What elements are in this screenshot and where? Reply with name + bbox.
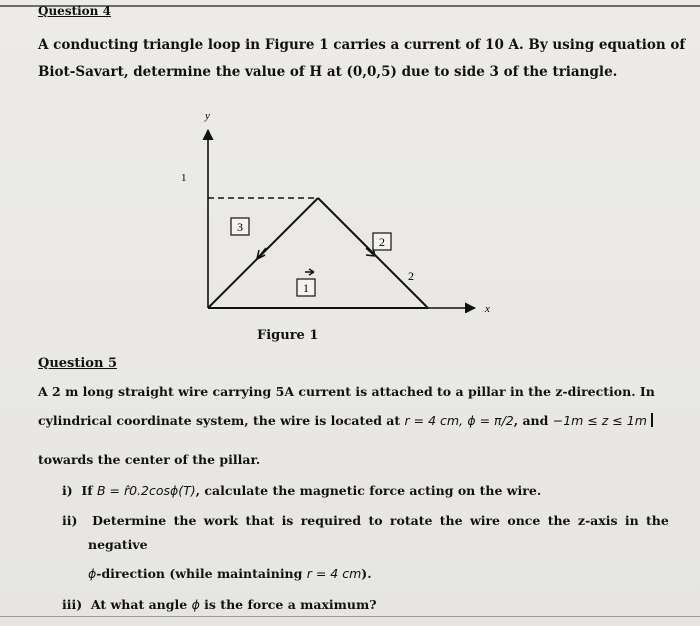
- item-2-continued: negative: [88, 537, 148, 552]
- z-range: −1m ≤ z ≤ 1m: [552, 413, 647, 428]
- question-5-line-2: [38, 413, 653, 428]
- item-2-direction-text: -direction (while maintaining: [96, 566, 303, 581]
- figure-caption: Figure 1: [257, 328, 319, 343]
- item-2-r: r = 4 cm: [306, 566, 362, 581]
- item-3-text-b: is the force a maximum?: [204, 597, 377, 612]
- question-4-line-1: A conducting triangle loop in Figure 1 carries a current of 10 A. By using equation of: [38, 37, 686, 53]
- item-3-phi: ϕ: [191, 597, 200, 612]
- item-3-text-a: At what angle: [90, 597, 188, 612]
- phi-value: ϕ = π/2: [467, 413, 514, 428]
- y-tick-label: 1: [181, 172, 187, 184]
- side-2-label: 2: [379, 235, 385, 249]
- item-1-text-a: If: [81, 483, 93, 498]
- item-2-phi: ϕ: [88, 566, 97, 581]
- side-3-label: 3: [237, 220, 243, 234]
- question-4-heading: Question 4: [38, 4, 111, 18]
- question-5-heading: Question 5: [38, 356, 118, 371]
- x-tick-label: 2: [408, 269, 414, 283]
- item-3-label: iii): [62, 597, 83, 612]
- question-4-line-2: Biot-Savart, determine the value of H at (0,0,5) due to side 3 of the triangle.: [38, 64, 618, 80]
- bottom-rule: [0, 616, 700, 617]
- item-1-formula: B = r̂0.2cosϕ(T): [96, 483, 196, 498]
- x-axis-label: x: [485, 303, 490, 313]
- question-5-line-1: A 2 m long straight wire carrying 5A current is attached to a pillar in the z-direction. In: [38, 384, 655, 399]
- item-2-label: ii): [62, 513, 78, 528]
- line-2-prefix: cylindrical coordinate system, the wire is located at: [38, 413, 405, 428]
- item-2-close: ).: [361, 566, 372, 581]
- text-cursor: [651, 413, 653, 427]
- question-5-line-3: towards the center of the pillar.: [38, 452, 261, 467]
- current-arrow-side-3: [257, 248, 266, 259]
- item-2: [62, 513, 669, 528]
- item-3: [62, 597, 377, 612]
- item-2-direction: [88, 566, 372, 581]
- item-2-text: Determine the work that is required to rotate the wire once the z-axis in the: [92, 513, 669, 528]
- item-1-label: i): [62, 483, 73, 498]
- triangle-loop-figure: [170, 108, 510, 313]
- y-axis-label: y: [205, 110, 210, 122]
- line-2-and: , and: [513, 413, 549, 428]
- triangle-side-2: [318, 198, 428, 308]
- current-arrow-side-1: [305, 269, 314, 275]
- r-value: r = 4 cm,: [404, 413, 464, 428]
- item-1-text-b: , calculate the magnetic force acting on the wire.: [195, 483, 542, 498]
- side-1-label: 1: [303, 281, 309, 295]
- item-1: [62, 483, 541, 498]
